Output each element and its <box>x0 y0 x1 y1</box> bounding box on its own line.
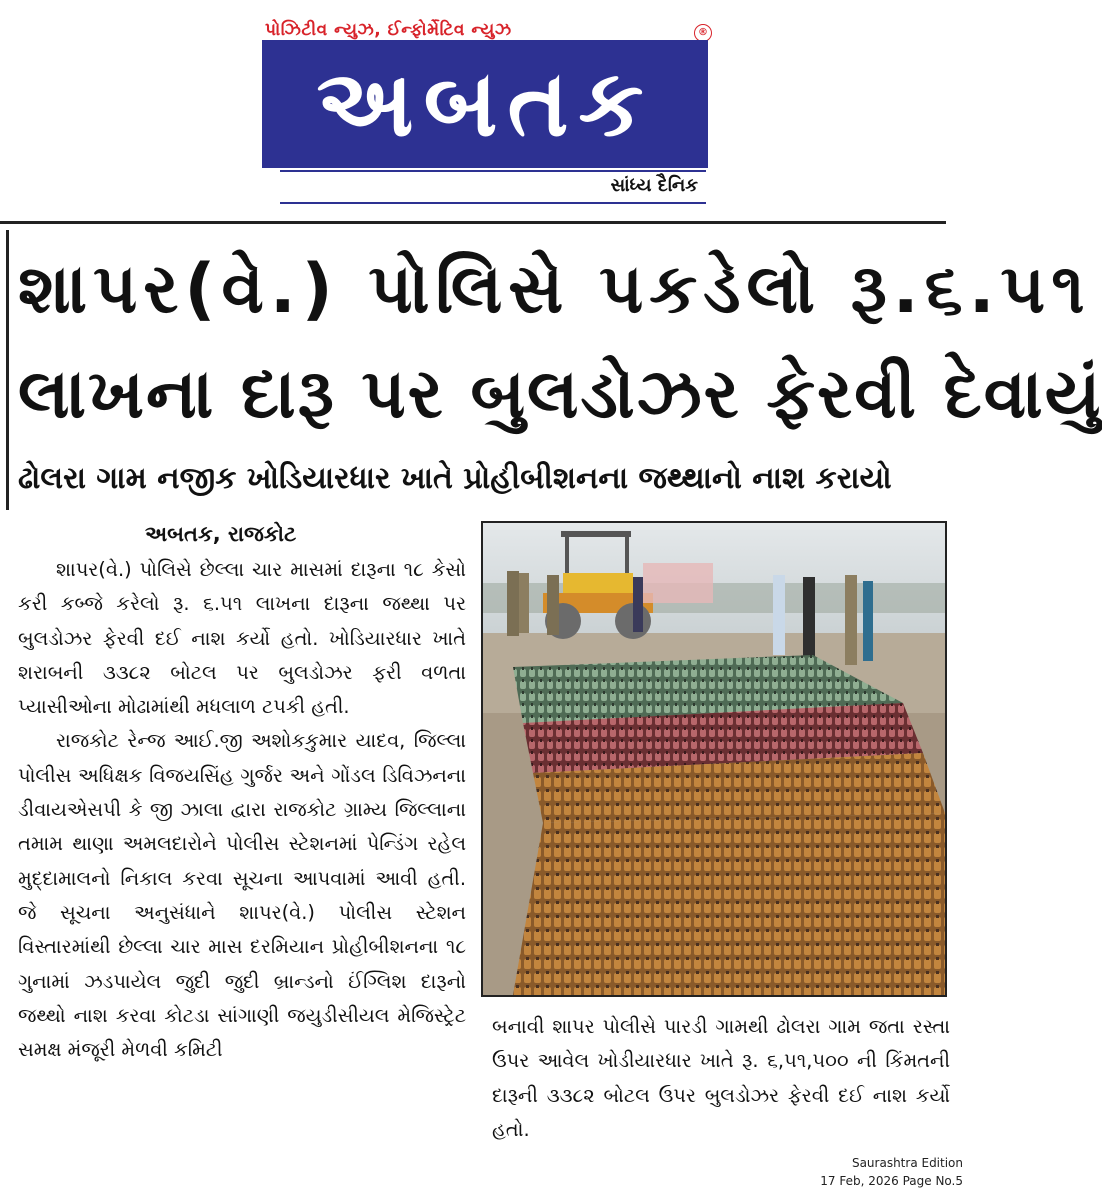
news-photo <box>481 521 947 997</box>
edition-date-page: 17 Feb, 2026 Page No.5 <box>820 1174 963 1188</box>
masthead-tagline: પોઝિટીવ ન્યુઝ, ઈન્ફોર્મેટિવ ન્યુઝ <box>265 20 512 40</box>
edition-name: Saurashtra Edition <box>851 1156 963 1170</box>
headline-line-1: શાપર(વે.) પોલિસે પકડેલો રૂ.૬.૫૧ <box>18 250 1091 329</box>
registered-mark-icon: ® <box>694 24 712 42</box>
dateline: અબતક, રાજકોટ <box>145 522 297 546</box>
headline-side-rule <box>6 230 9 510</box>
article-column-right <box>492 1010 950 1147</box>
bulldozer-liquor-photo <box>483 523 945 995</box>
masthead-divider <box>0 221 946 224</box>
headline-line-2: લાખના દારૂ પર બુલડોઝર ફેરવી દેવાયું <box>18 355 1102 434</box>
newspaper-logo: અબતક <box>262 40 708 168</box>
edition-footer <box>820 1154 963 1190</box>
masthead-subbar <box>280 170 706 204</box>
subheadline: ઢોલરા ગામ નજીક ખોડિયારધાર ખાતે પ્રોહીબીશનના જથ્થાનો નાશ કરાયો <box>18 461 892 496</box>
edition-type-label: સાંધ્ય દૈનિક <box>610 175 698 196</box>
article-column-left <box>18 553 466 1067</box>
article-paragraph-2: રાજકોટ રેન્જ આઈ.જી અશોકકુમાર યાદવ, જિલ્લા પોલીસ અધિક્ષક વિજયસિંહ ગુર્જર અને ગોંડલ ડિવિઝનના ડીવાયએસપી કે જી ઝાલા દ્વારા રાજકોટ ગ્રામ્ય જિલ્લાના તમામ થાણા અમલદારોને પોલીસ સ્ટેશનમાં પેન્ડિંગ રહેલ મુદ્દામાલનો નિકાલ કરવા સૂચના આપવામાં આવી હતી. જે સૂચના અનુસંધાને શાપર(વે.) પોલીસ સ્ટેશન વિસ્તારમાંથી છેલ્લા ચાર માસ દરમિયાન પ્રોહીબીશનના ૧૮ ગુનામાં ઝડપાયેલ જુદી જુદી બ્રાન્ડનો ઈંગ્લિશ દારૂનો જથ્થો નાશ કરવા કોટડા સાંગાણી જયુડીસીયલ મેજિસ્ટ્રેટ સમક્ષ મંજૂરી મેળવી કમિટી <box>18 729 466 1062</box>
masthead <box>0 0 975 222</box>
article-paragraph-1: શાપર(વે.) પોલિસે છેલ્લા ચાર માસમાં દારૂના ૧૮ કેસો કરી કબ્જે કરેલો રૂ. ૬.૫૧ લાખના દારૂના જથ્થા પર બુલડોઝર ફેરવી દઈ નાશ કર્યો હતો. ખોડિયારધાર ખાતે શરાબની ૩૩૮૨ બોટલ પર બુલડોઝર ફરી વળતા પ્યાસીઓના મોઢામાંથી મધલાળ ટપકી હતી. <box>18 558 466 719</box>
article-paragraph-3: બનાવી શાપર પોલીસે પારડી ગામથી ઢોલરા ગામ જતા રસ્તા ઉપર આવેલ ખોડીયારધાર ખાતે રૂ. ૬,૫૧,૫૦૦ ની કિંમતની દારૂની ૩૩૮૨ બોટલ ઉપર બુલડોઝર ફેરવી દઈ નાશ કર્યો હતો. <box>492 1015 950 1141</box>
